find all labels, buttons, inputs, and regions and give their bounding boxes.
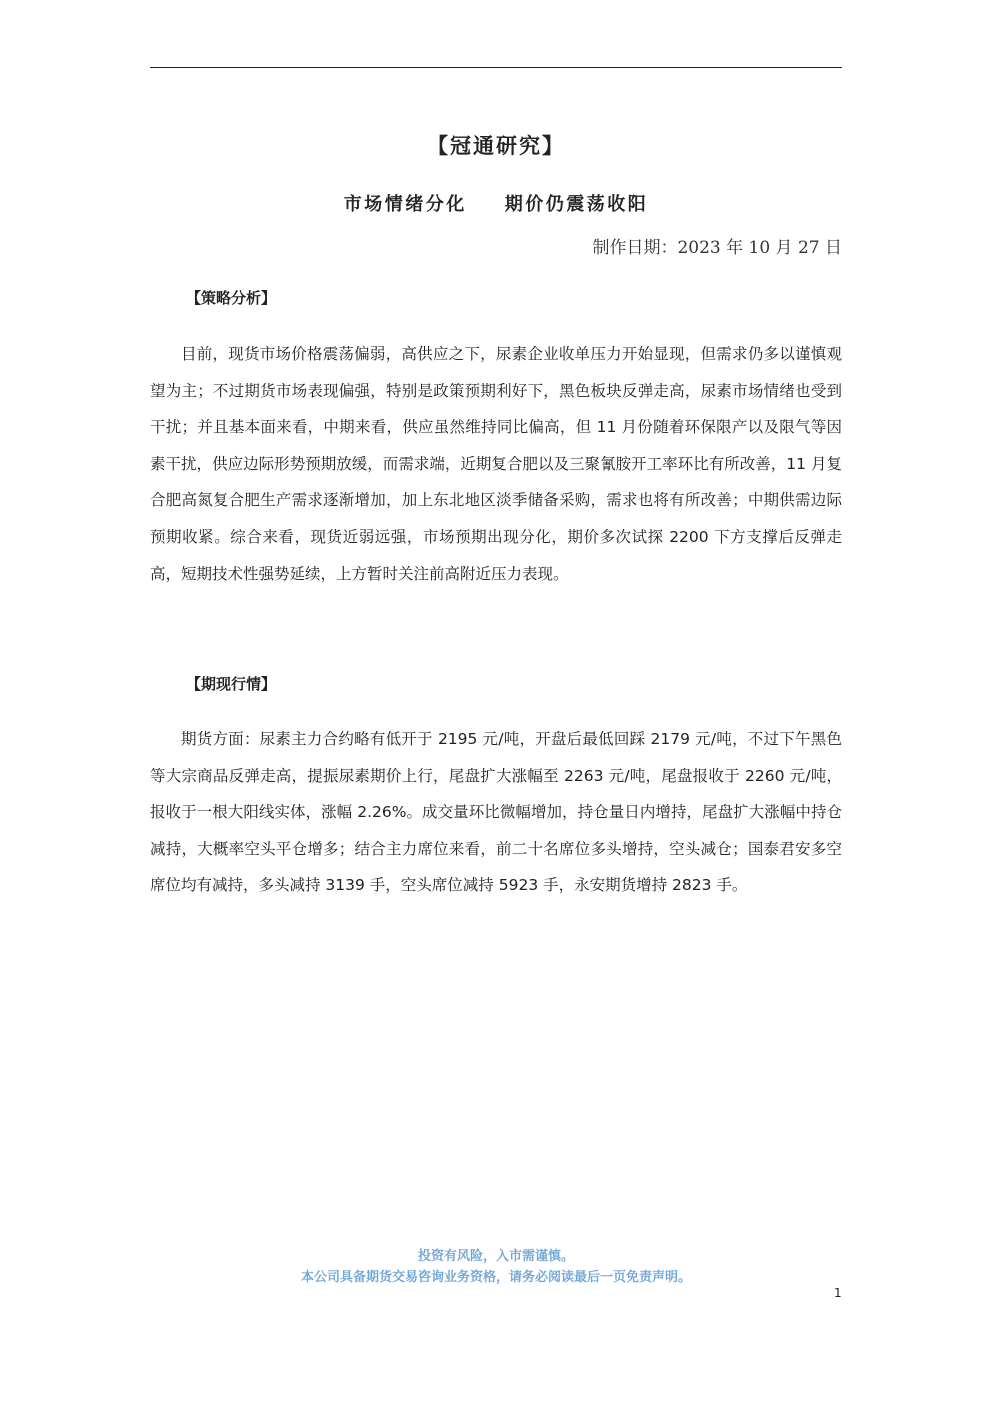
report-subtitle (0, 190, 992, 216)
subtitle-left: 市场情绪分化 (343, 194, 467, 215)
section-heading-strategy: 【策略分析】 (186, 289, 277, 307)
report-date: 制作日期：2023 年 10 月 27 日 (592, 238, 842, 258)
subtitle-right: 期价仍震荡收阳 (504, 194, 649, 215)
section-heading-market: 【期现行情】 (186, 675, 277, 693)
disclaimer-notice: 本公司具备期货交易咨询业务资格，请务必阅读最后一页免责声明。 (300, 1270, 691, 1285)
header-rule (150, 67, 842, 68)
market-paragraph: 期货方面：尿素主力合约略有低开于 2195 元/吨，开盘后最低回踩 2179 元/吨，不过下午黑色等大宗商品反弹走高，提振尿素期价上行，尾盘扩大涨幅至 2263 元/吨，尾盘报收于 2260 元/吨，报收于一根大阳线实体，涨幅 2.26%。成交量环比微幅增加，持仓量日内增持，尾盘扩大涨幅中持仓减持，大概率空头平仓增多；结合主力席位来看，前二十名席位多头增持，空头减仓；国泰君安多空席位均有减持，多头减持 3139 手，空头席位减持 5923 手，永安期货增持 2823 手。 (150, 730, 842, 895)
page-number: 1 (834, 1286, 842, 1300)
strategy-paragraph: 目前，现货市场价格震荡偏弱，高供应之下，尿素企业收单压力开始显现，但需求仍多以谨慎观望为主；不过期货市场表现偏强，特别是政策预期利好下，黑色板块反弹走高，尿素市场情绪也受到干扰；并且基本面来看，中期来看，供应虽然维持同比偏高，但 11 月份随着环保限产以及限气等因素干扰，供应边际形势预期放缓，而需求端，近期复合肥以及三聚氰胺开工率环比有所改善，11 月复合肥高氮复合肥生产需求逐渐增加，加上东北地区淡季储备采购，需求也将有所改善；中期供需边际预期收紧。综合来看，现货近弱远强，市场预期出现分化，期价多次试探 2200 下方支撑后反弹走高，短期技术性强势延续，上方暂时关注前高附近压力表现。 (150, 345, 842, 583)
risk-warning: 投资有风险，入市需谨慎。 (417, 1249, 574, 1264)
org-title: 【冠通研究】 (427, 134, 565, 158)
